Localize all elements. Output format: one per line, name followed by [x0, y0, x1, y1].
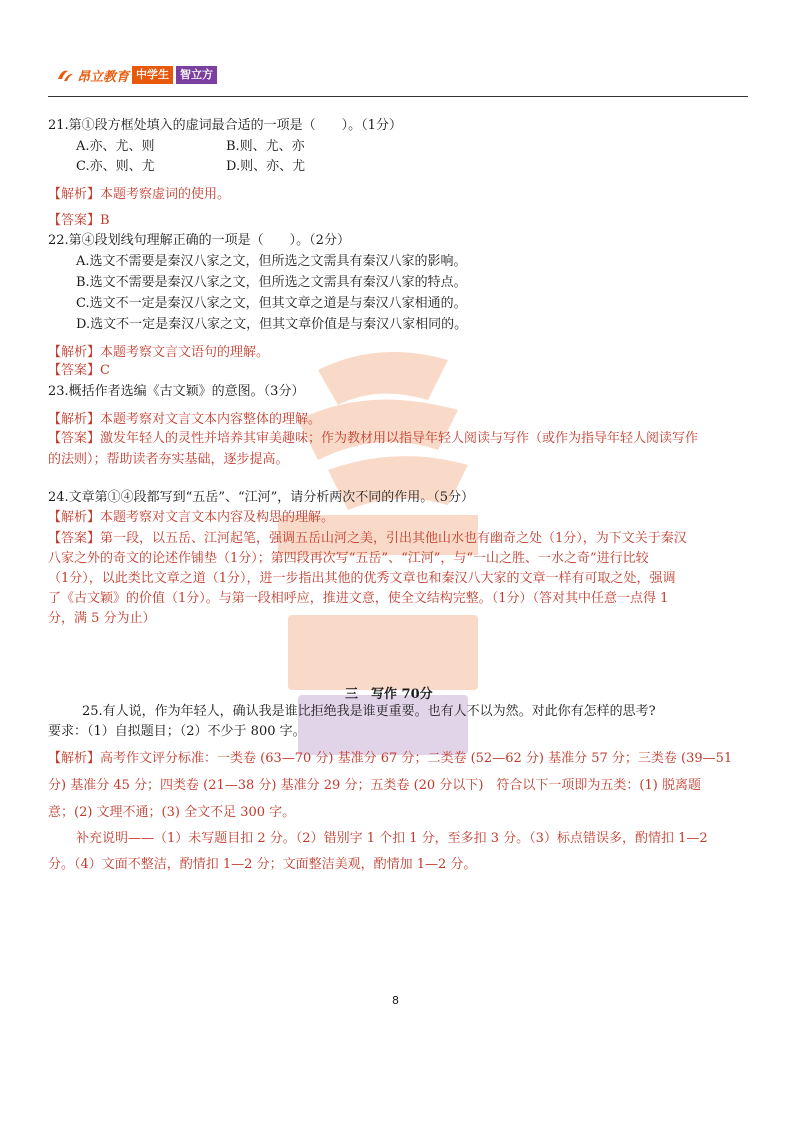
answer-text: 第一段，以五岳、江河起笔，强调五岳山河之美，引出其他山水也有幽奇之处（1分），为下文关于秦汉	[100, 531, 687, 546]
brand-logo-icon	[56, 67, 74, 83]
answer-text: B	[100, 213, 110, 228]
q25-analysis-line3: 意；(2) 文理不通；(3) 全文不足 300 字。	[48, 805, 296, 820]
answer-label: 【答案】	[48, 363, 101, 378]
page-number: 8	[392, 994, 399, 1007]
answer-label: 【答案】	[48, 431, 101, 446]
header-divider	[48, 96, 748, 97]
q23-answer	[48, 430, 698, 448]
q24-answer-line3: （1分），以此类比文章之道（1分），进一步指出其他的优秀文章也和秦汉八大家的文章一样有可取之处，强调	[48, 571, 676, 586]
analysis-label: 【解析】	[48, 510, 101, 525]
q24-answer-line2: 八家之外的奇文的论述作铺垫（1分）；第四段再次写“五岳”、“江河”，与“一山之胜、一水之奇”进行比较	[48, 551, 649, 566]
q24-stem: 24.文章第①④段都写到“五岳”、“江河”，请分析两次不同的作用。（5分）	[48, 490, 475, 505]
analysis-text: 高考作文评分标准：一类卷 (63—70 分) 基准分 67 分；二类卷 (52—62 分) 基准分 57 分；三类卷 (39—51	[100, 751, 733, 766]
section-title-writing: 三 写作 70分	[345, 687, 433, 702]
analysis-label: 【解析】	[48, 751, 101, 766]
q25-requirements: 要求：（1）自拟题目；（2）不少于 800 字。	[48, 724, 306, 739]
q22-stem: 22.第④段划线句理解正确的一项是（ ）。（2分）	[48, 233, 350, 248]
q21-option-d: D.则、亦、尤	[226, 159, 306, 174]
q21-stem: 21.第①段方框处填入的虚词最合适的一项是（ ）。（1分）	[48, 118, 402, 133]
analysis-label: 【解析】	[48, 412, 101, 427]
q24-answer-line4: 了《古文颖》的价值（1分）。与第一段相呼应，推进文意，使全文结构完整。（1分）（答对其中任意一点得 1	[48, 591, 669, 606]
q25-supplement: 补充说明——（1）未写题目扣 2 分。（2）错别字 1 个扣 1 分，至多扣 3 分。（3）标点错误多，酌情扣 1—2	[76, 831, 708, 846]
q21-answer	[48, 212, 110, 230]
q25-stem: 25.有人说，作为年轻人，确认我是谁比拒绝我是谁更重要。也有人不以为然。对此你有怎样的思考?	[82, 704, 656, 719]
q22-option-d: D.选文不一定是秦汉八家之文，但其文章价值是与秦汉八家相同的。	[76, 317, 468, 332]
analysis-text: 本题考察文言文语句的理解。	[100, 345, 270, 360]
q25-supplement-line2: 分。（4）文面不整洁，酌情扣 1—2 分；文面整洁美观，酌情加 1—2 分。	[48, 857, 477, 872]
answer-text: 激发年轻人的灵性并培养其审美趣味；作为教材用以指导年轻人阅读与写作（或作为指导年轻人阅读写作	[100, 431, 699, 446]
q23-answer-cont: 的法则）；帮助读者夯实基础，逐步提高。	[48, 452, 289, 467]
analysis-text: 本题考察对文言文本内容及构思的理解。	[100, 510, 335, 525]
q23-analysis	[48, 411, 321, 429]
q22-answer	[48, 362, 110, 380]
analysis-label: 【解析】	[48, 187, 101, 202]
q22-option-c: C.选文不一定是秦汉八家之文，但其文章之道是与秦汉八家相通的。	[76, 296, 467, 311]
q22-option-a: A.选文不需要是秦汉八家之文，但所选之文需具有秦汉八家的影响。	[76, 254, 467, 269]
q23-stem: 23.概括作者选编《古文颖》的意图。（3分）	[48, 384, 305, 399]
q21-option-a: A.亦、尤、则	[76, 139, 155, 154]
q21-analysis	[48, 186, 230, 204]
q24-answer-line5: 分，满 5 分为止）	[48, 611, 156, 626]
q21-option-b: B.则、尤、亦	[226, 139, 305, 154]
q22-option-b: B.选文不需要是秦汉八家之文，但所选之文需具有秦汉八家的特点。	[76, 275, 467, 290]
q25-analysis-line2: 分) 基准分 45 分；四类卷 (21—38 分) 基准分 29 分；五类卷 (20 分以下) 符合以下一项即为五类：(1) 脱离题	[48, 778, 701, 793]
answer-text: C	[100, 363, 110, 378]
analysis-text: 本题考察虚词的使用。	[100, 187, 231, 202]
tag-middle-school: 中学生	[132, 66, 173, 84]
q21-option-c: C.亦、则、尤	[76, 159, 155, 174]
q22-analysis	[48, 344, 269, 362]
q25-analysis	[48, 750, 732, 768]
brand-name: 昂立教育	[77, 69, 130, 85]
answer-label: 【答案】	[48, 531, 101, 546]
answer-label: 【答案】	[48, 213, 101, 228]
tag-zhilifang: 智立方	[176, 66, 217, 84]
q24-analysis	[48, 509, 334, 527]
analysis-label: 【解析】	[48, 345, 101, 360]
analysis-text: 本题考察对文言文本内容整体的理解。	[100, 412, 322, 427]
header-logo	[56, 64, 217, 86]
q24-answer	[48, 530, 687, 548]
